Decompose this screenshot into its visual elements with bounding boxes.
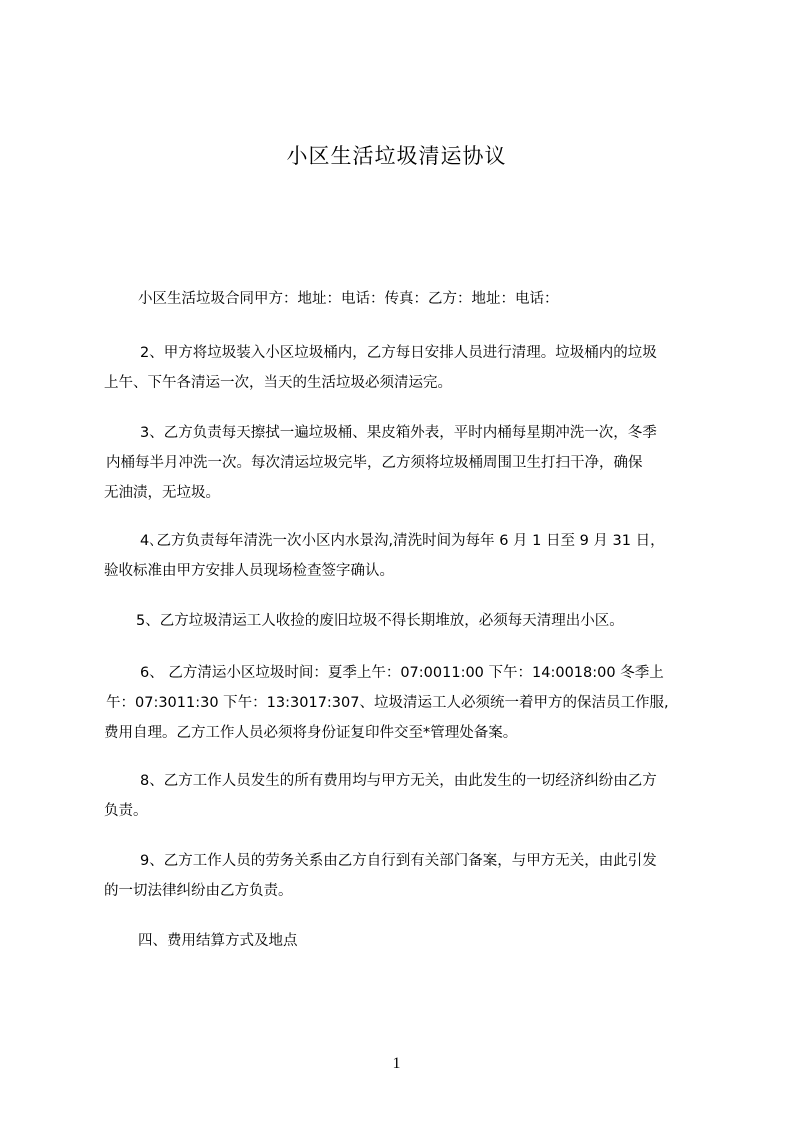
document-title: 小区生活垃圾清运协议 <box>286 144 507 168</box>
paragraph-line: 3、乙方负责每天擦拭一遍垃圾桶、果皮箱外表，平时内桶每星期冲洗一次，冬季 <box>140 425 657 441</box>
paragraph-line: 负责。 <box>104 803 148 819</box>
paragraph-line: 上午、下午各清运一次，当天的生活垃圾必须清运完。 <box>104 375 452 391</box>
paragraph-line: 5、乙方垃圾清运工人收捡的废旧垃圾不得长期堆放，必须每天清理出小区。 <box>136 613 624 629</box>
page-number: 1 <box>392 1055 401 1072</box>
paragraph-line: 的一切法律纠纷由乙方负责。 <box>104 883 293 899</box>
paragraph-clause-2 <box>104 338 716 398</box>
paragraph-line: 无油渍，无垃圾。 <box>104 485 220 501</box>
paragraph-line: 内桶每半月冲洗一次。每次清运垃圾完毕，乙方须将垃圾桶周围卫生打扫干净，确保 <box>106 455 643 471</box>
paragraph-clause-3 <box>104 418 716 508</box>
paragraph-clause-5 <box>104 606 716 636</box>
paragraph-clause-8 <box>104 766 716 826</box>
paragraph-clause-4 <box>104 526 716 586</box>
paragraph-clause-6 <box>104 658 716 748</box>
paragraph-section-4-heading <box>104 926 716 956</box>
paragraph-parties <box>104 284 716 314</box>
paragraph-line: 8、乙方工作人员发生的所有费用均与甲方无关，由此发生的一切经济纠纷由乙方 <box>140 773 657 789</box>
paragraph-line: 费用自理。乙方工作人员必须将身份证复印件交至*管理处备案。 <box>104 725 518 741</box>
paragraph-line: 6、 乙方清运小区垃圾时间：夏季上午：07:0011:00 下午：14:0018:00 冬季上 <box>140 665 664 681</box>
paragraph-line: 四、费用结算方式及地点 <box>138 933 298 949</box>
paragraph-line: 4､乙方负责每年清洗一次小区内水景沟,清洗时间为每年 6 月 1 日至 9 月 31 日， <box>140 533 665 549</box>
paragraph-line: 9、乙方工作人员的劳务关系由乙方自行到有关部门备案，与甲方无关，由此引发 <box>140 853 657 869</box>
paragraph-line: 午：07:3011:30 下午：13:3017:307、垃圾清运工人必须统一着甲方的保洁员工作服, <box>106 695 669 711</box>
paragraph-clause-9 <box>104 846 716 906</box>
paragraph-line: 小区生活垃圾合同甲方：地址：电话：传真：乙方：地址：电话： <box>138 291 559 307</box>
paragraph-line: 验收标准由甲方安排人员现场检查签字确认。 <box>104 563 394 579</box>
paragraph-line: 2、甲方将垃圾装入小区垃圾桶内，乙方每日安排人员进行清理。垃圾桶内的垃圾 <box>140 345 657 361</box>
